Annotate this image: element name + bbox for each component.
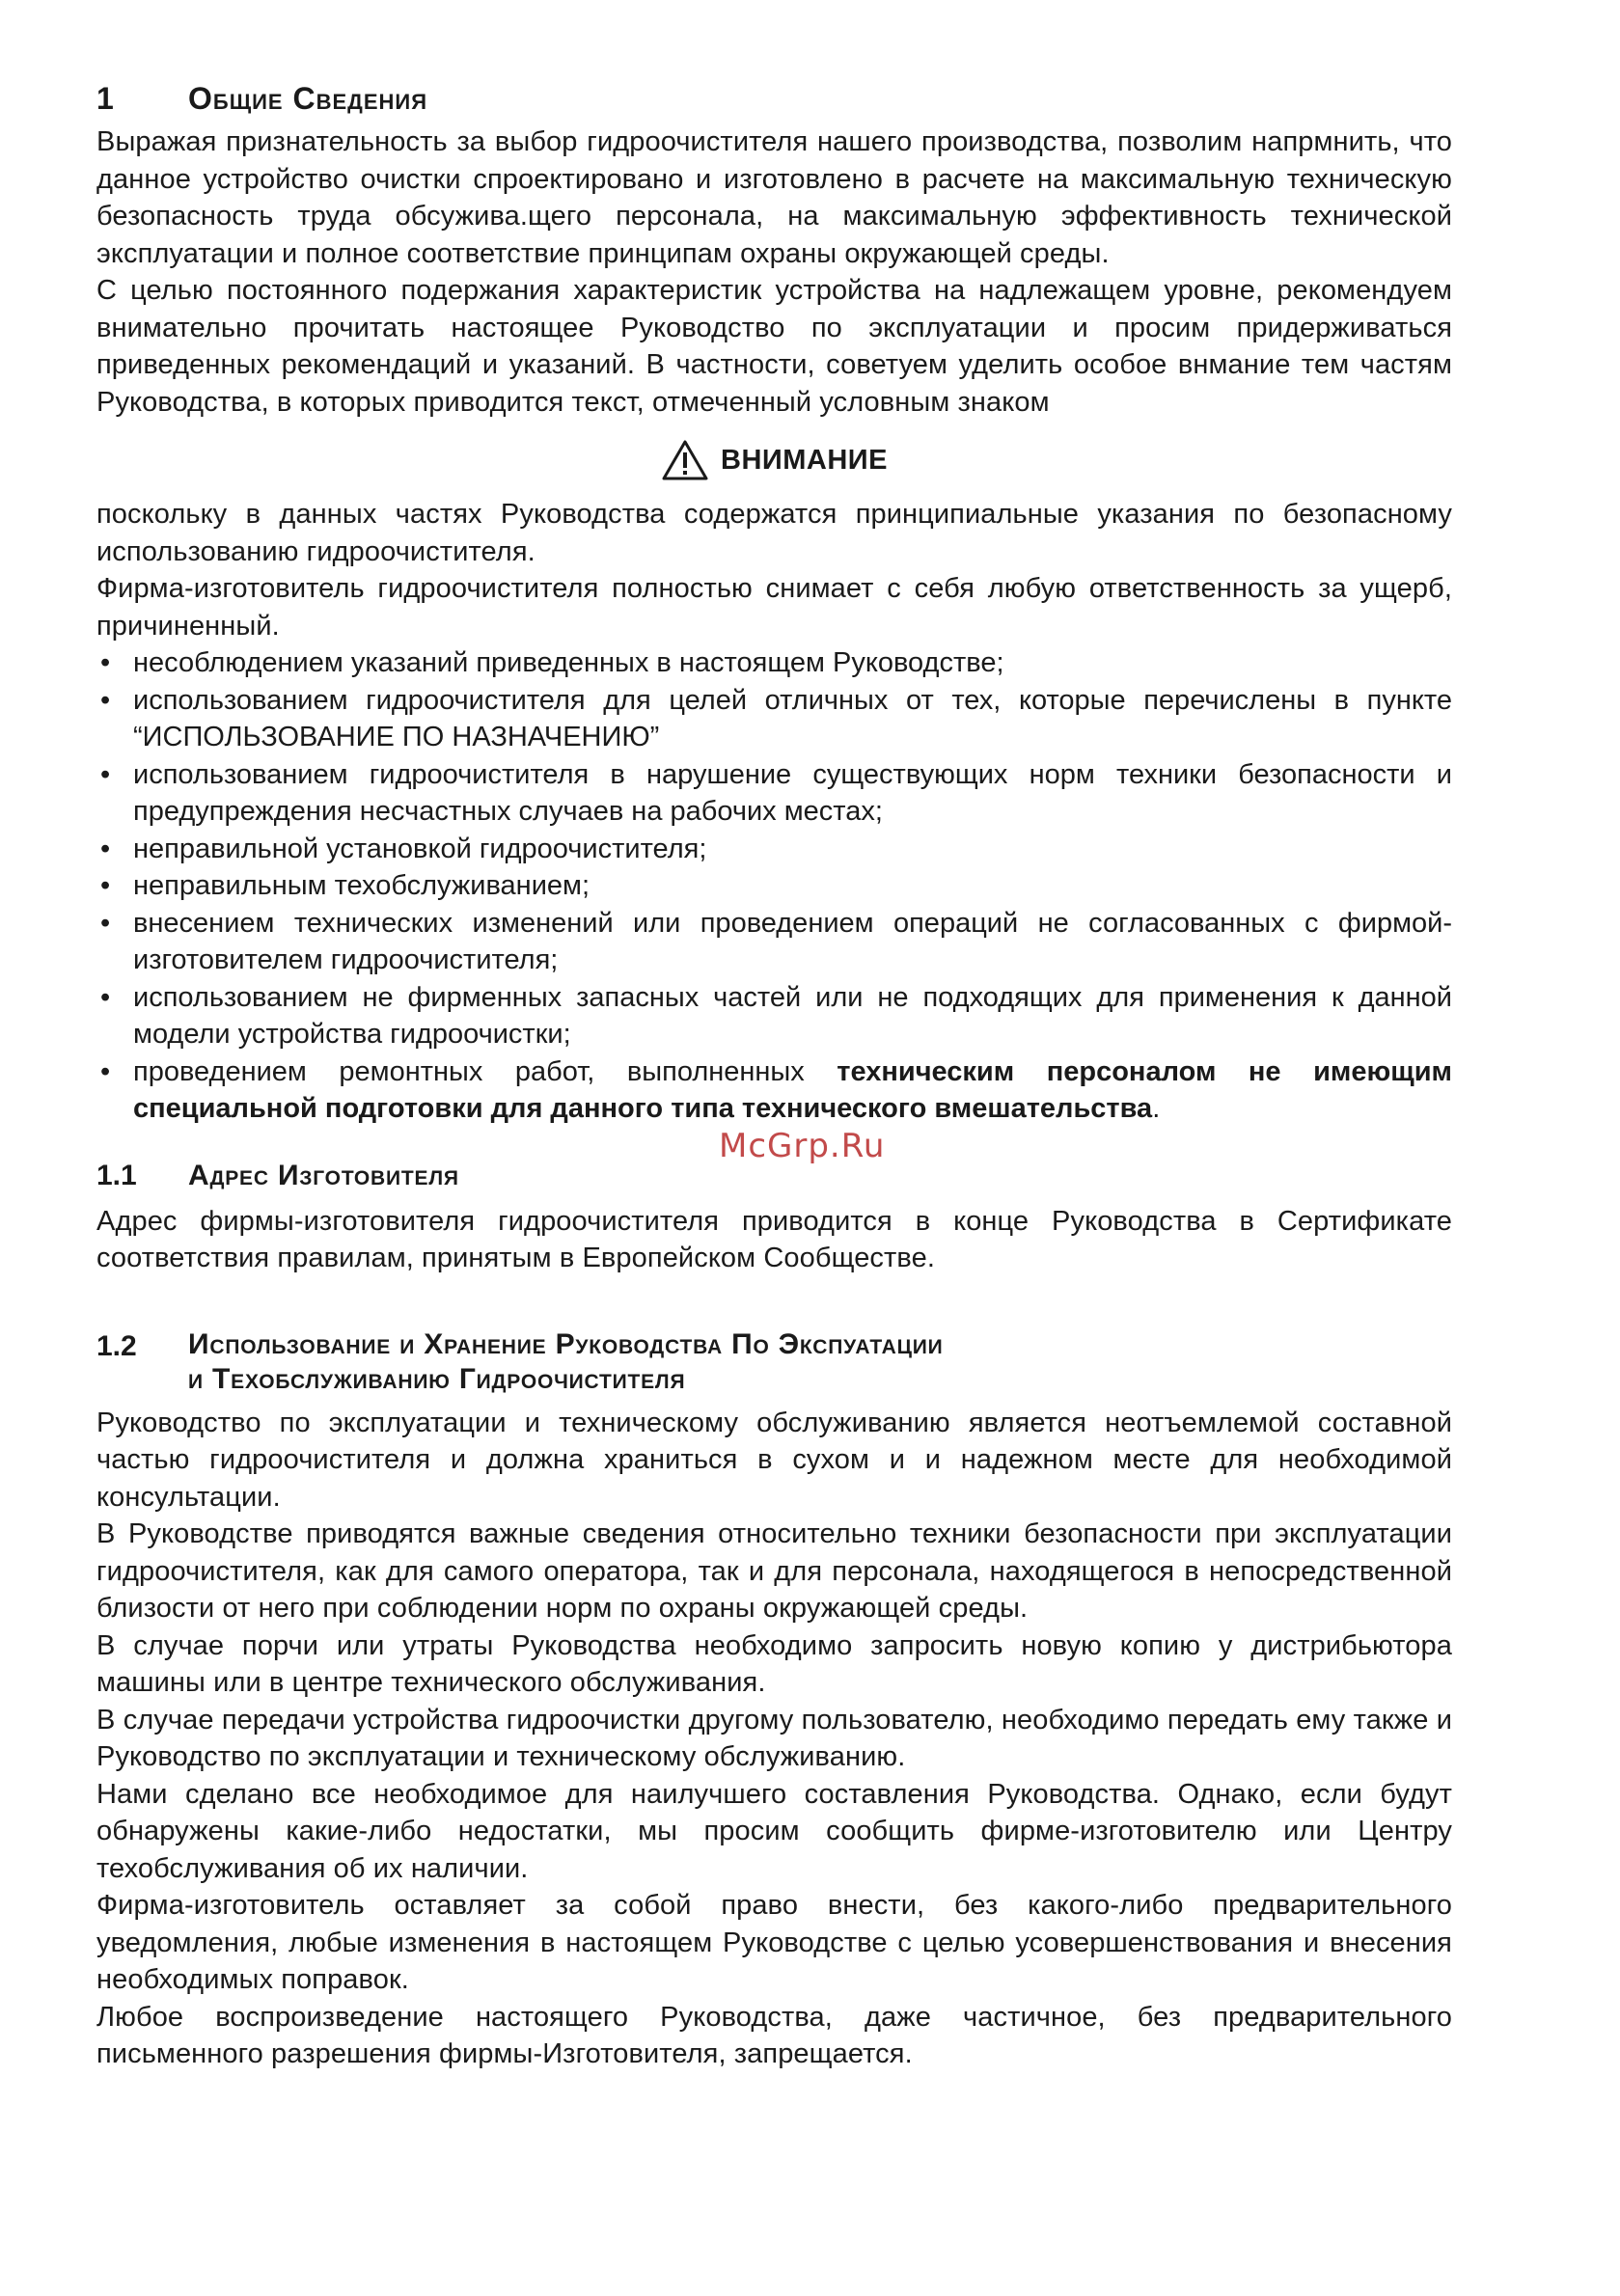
document-page: [96, 77, 1452, 2073]
section-1-2-paragraph-1: Руководство по эксплуатации и техническому обслуживанию является неотъемлемой составной частью гидроочистителя и должна храниться в сухом и и надежном месте для необходимой консультации.: [96, 1407, 1452, 1513]
section-1-2-paragraph-4: В случае передачи устройства гидроочистки другому пользователю, необходимо передать ему также и Руководство по эксплуатации и техническому обслуживанию.: [96, 1704, 1452, 1772]
section-1-2-number: 1.2: [96, 1329, 137, 1362]
liability-list: [96, 644, 1452, 1128]
section-1-2-heading: [96, 1327, 1452, 1397]
section-1-2-title-line-2: и Техобслуживанию Гидроочистителя: [188, 1362, 686, 1395]
list-item: • использованием гидроочистителя в нарушение существующих норм техники безопасности и предупреждения несчастных случаев на рабочих местах;: [96, 756, 1452, 831]
section-1-2-paragraph-5: Нами сделано все необходимое для наилучшего составления Руководства. Однако, если будут обнаружены какие-либо недостатки, мы просим сообщить фирме-изготовителю или Центру техобслуживания об их наличии.: [96, 1778, 1452, 1884]
section-1-paragraph-2: С целью постоянного подержания характеристик устройства на надлежащем уровне, рекомендуем внимательно прочитать настоящее Руководство по эксплуатации и просим придерживаться приведенных рекомендаций и указаний. В частности, советуем уделить особое внмание тем частям Руководства, в которых приводится текст, отмеченный условным знаком: [96, 275, 1452, 418]
list-item: • несоблюдением указаний приведенных в настоящем Руководстве;: [96, 644, 1452, 682]
last-bullet-bold: техническим персоналом не имеющим специальной подготовки для данного типа технического вмешательства: [133, 1055, 1452, 1124]
section-1-paragraph-1: Выражая признательность за выбор гидроочистителя нашего производства, позволим напрмнить, что данное устройство очистки спроектировано и изготовлено в расчете на максимальную техническую безопасность труда обсужива.щего персонала, на максимальную эффективность технической эксплуатации и полное соответствие принципам охраны окружающей среды.: [96, 126, 1452, 269]
warning-triangle-icon: [661, 439, 709, 481]
section-1-title: Общие Сведения: [188, 81, 428, 116]
section-1-2-paragraph-2: В Руководстве приводятся важные сведения относительно техники безопасности при эксплуатации гидроочистителя, как для самого оператора, так и для персонала, находящегося в непосредственной близости от него при соблюдении норм по охраны окружающей среды.: [96, 1518, 1452, 1624]
section-1-number: 1: [96, 81, 114, 116]
section-1-2-paragraph-6: Фирма-изготовитель оставляет за собой право внести, без какого-либо предварительного уведомления, любые изменения в настоящем Руководстве с целью усовершенствования и внесения необходимых поправок.: [96, 1890, 1452, 1995]
section-1-1-number: 1.1: [96, 1159, 137, 1191]
section-1-1-paragraph: Адрес фирмы-изготовителя гидроочистителя приводится в конце Руководства в Сертификате соответствия правилам, принятым в Европейском Сообществе.: [96, 1205, 1452, 1273]
section-1-paragraph-3: поскольку в данных частях Руководства содержатся принципиальные указания по безопасному использованию гидроочистителя.: [96, 499, 1452, 567]
list-item: • использованием не фирменных запасных частей или не подходящих для применения к данной модели устройства гидроочистки;: [96, 979, 1452, 1053]
section-1-2-paragraph-3: В случае порчи или утраты Руководства необходимо запросить новую копию у дистрибьютора машины или в центре технического обслуживания.: [96, 1629, 1452, 1698]
list-item: • использованием гидроочистителя для целей отличных от тех, которые перечислены в пункте “ИСПОЛЬЗОВАНИЕ ПО НАЗНАЧЕНИЮ”: [96, 682, 1452, 756]
watermark: McGrp.Ru: [719, 1127, 886, 1165]
attention-label: ВНИМАНИЕ: [721, 444, 888, 476]
attention-notice: [96, 428, 1452, 492]
list-item: • неправильной установкой гидроочистителя;: [96, 831, 1452, 868]
section-1-1-title: Адрес Изготовителя: [188, 1159, 459, 1191]
section-1-2-title-line-1: Использование и Хранение Руководства По Экспуатации: [188, 1327, 944, 1360]
last-bullet-end: .: [1152, 1093, 1161, 1124]
section-1-heading: [96, 77, 1452, 120]
section-1-2-paragraph-7: Любое воспроизведение настоящего Руководства, даже частичное, без предварительного письменного разрешения фирмы-Изготовителя, запрещается.: [96, 2001, 1452, 2069]
section-1-paragraph-4: Фирма-изготовитель гидроочистителя полностью снимает с себя любую ответственность за ущерб, причиненный.: [96, 573, 1452, 642]
list-item: • неправильным техобслуживанием;: [96, 867, 1452, 905]
list-item-last: [96, 1053, 1452, 1128]
list-item: • внесением технических изменений или проведением операций не согласованных с фирмой-изготовителем гидроочистителя;: [96, 905, 1452, 979]
last-bullet-start: проведением ремонтных работ, выполненных: [133, 1055, 837, 1087]
